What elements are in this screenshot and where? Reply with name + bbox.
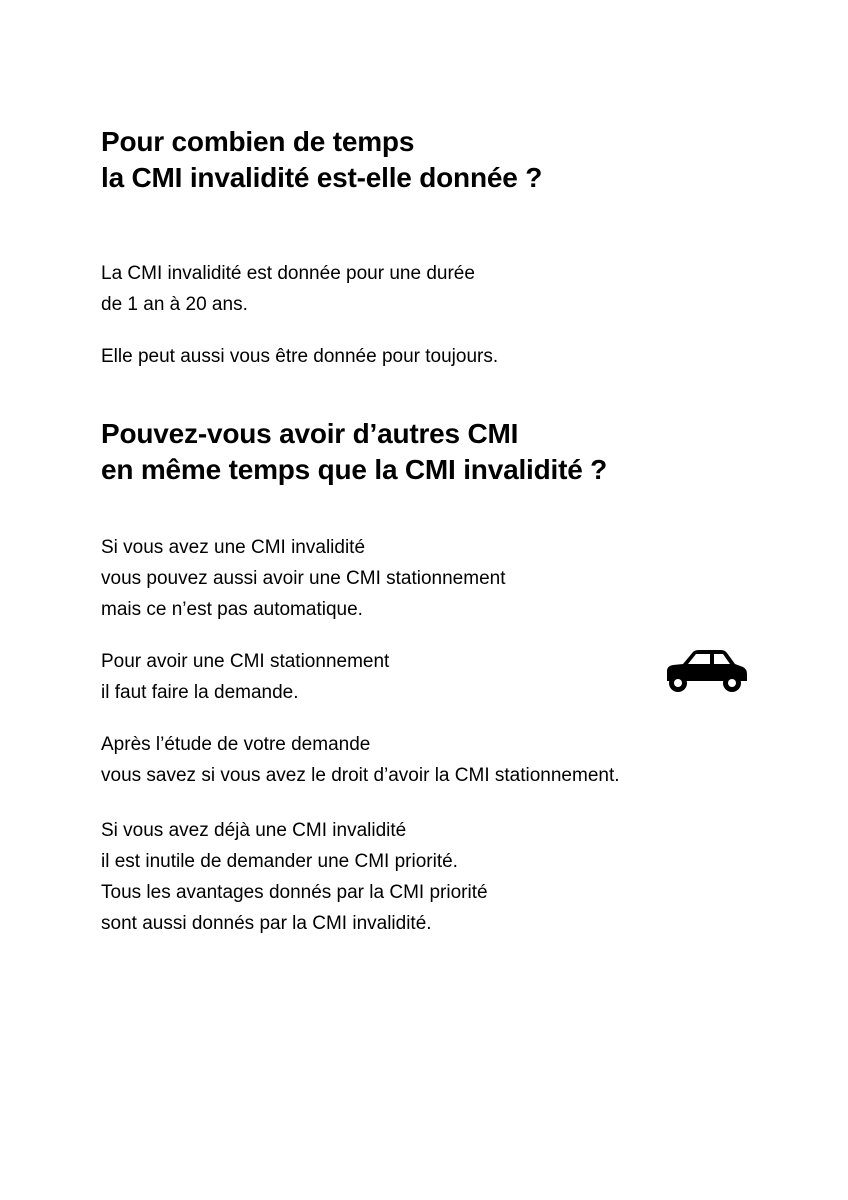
heading-line: en même temps que la CMI invalidité ? [101, 454, 608, 485]
text-line: il faut faire la demande. [101, 682, 299, 703]
paragraph-forever [101, 341, 498, 372]
paragraph-duration [101, 258, 475, 320]
text-line: Elle peut aussi vous être donnée pour toujours. [101, 346, 499, 367]
text-line: mais ce n’est pas automatique. [101, 599, 363, 620]
heading-line: la CMI invalidité est-elle donnée ? [101, 162, 543, 193]
text-line: Pour avoir une CMI stationnement [101, 651, 390, 672]
heading-line: Pour combien de temps [101, 126, 415, 157]
paragraph-parking-request [101, 646, 389, 708]
text-line: vous savez si vous avez le droit d’avoir la CMI stationnement. [101, 765, 620, 786]
text-line: Si vous avez une CMI invalidité [101, 537, 366, 558]
paragraph-parking-option [101, 532, 506, 625]
paragraph-priority [101, 815, 488, 939]
text-line: Tous les avantages donnés par la CMI priorité [101, 882, 488, 903]
heading-duration [101, 124, 542, 196]
text-line: de 1 an à 20 ans. [101, 294, 248, 315]
text-line: Après l’étude de votre demande [101, 734, 371, 755]
text-line: La CMI invalidité est donnée pour une durée [101, 263, 475, 284]
heading-line: Pouvez-vous avoir d’autres CMI [101, 418, 519, 449]
text-line: Si vous avez déjà une CMI invalidité [101, 820, 407, 841]
paragraph-after-study [101, 729, 620, 791]
text-line: sont aussi donnés par la CMI invalidité. [101, 913, 432, 934]
heading-other-cmi [101, 416, 607, 488]
car-icon [659, 645, 749, 693]
text-line: vous pouvez aussi avoir une CMI stationnement [101, 568, 506, 589]
text-line: il est inutile de demander une CMI priorité. [101, 851, 458, 872]
